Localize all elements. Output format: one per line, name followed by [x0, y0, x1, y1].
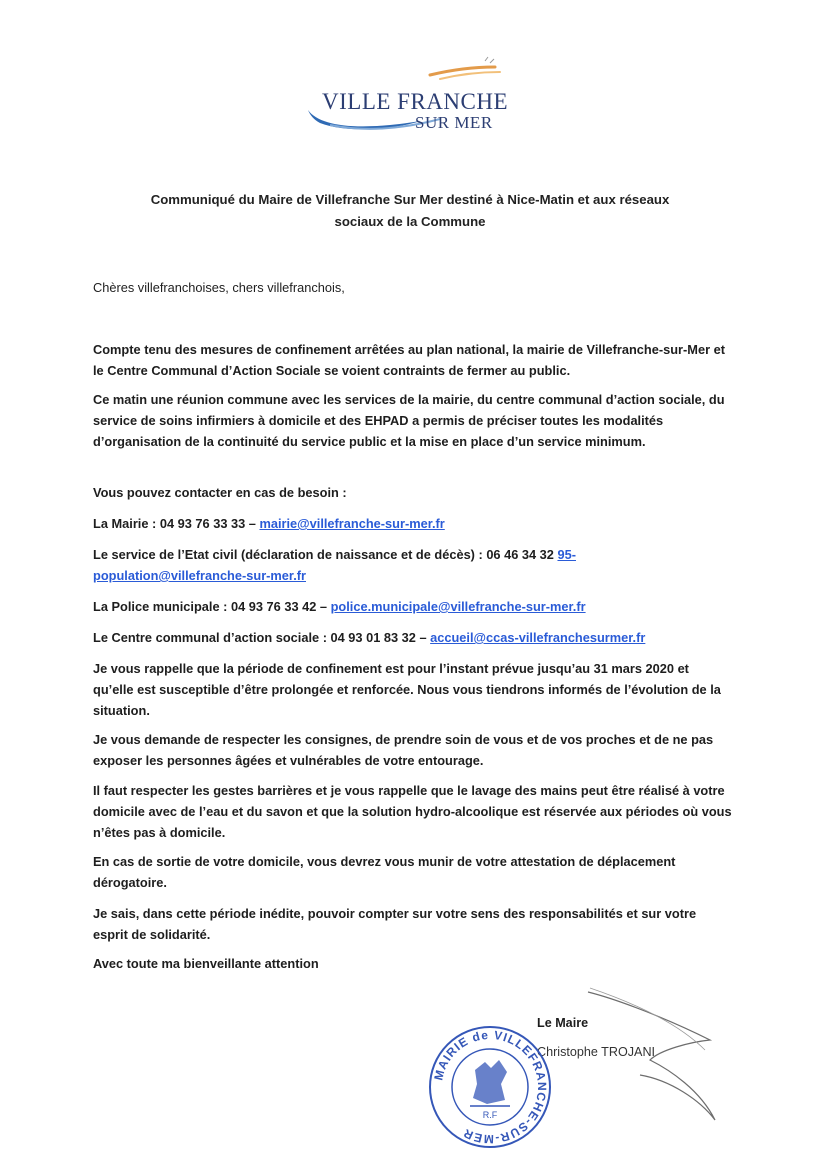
paragraph-confinement: Je vous rappelle que la période de confinement est pour l’instant prévue jusqu’au 31 mars 2020 et qu’elle est susceptible d’être prolongée et renforcée. Nous vous tiendrons informés de l’évolution de la situation. — [93, 661, 721, 718]
signature-title: Le Maire — [537, 1016, 589, 1030]
paragraph-closure: Compte tenu des mesures de confinement arrêtées au plan national, la mairie de Villefranche-sur-Mer et le Centre Communal d’Action Sociale se voient contraints de fermer au public. — [93, 342, 725, 378]
contact-etat-civil — [93, 544, 733, 586]
town-logo — [290, 55, 530, 145]
contact-mairie — [93, 513, 733, 534]
official-stamp — [425, 1022, 555, 1152]
etat-civil-email-link-part2[interactable]: population@villefranche-sur-mer.fr — [93, 568, 306, 583]
closing-line: Avec toute ma bienveillante attention — [93, 956, 319, 971]
title-line-1: Communiqué du Maire de Villefranche Sur Mer destiné à Nice-Matin et aux réseaux — [150, 192, 670, 207]
logo-line-2: SUR MER — [415, 113, 493, 132]
paragraph-barrier-gestures: Il faut respecter les gestes barrières et je vous rappelle que le lavage des mains peut être réalisé à votre domicile avec de l’eau et du savon et que la solution hydro-alcoolique est réservée aux périodes où vous n’êtes pas à domicile. — [93, 783, 732, 840]
contact-ccas — [93, 627, 733, 648]
signature-name: Christophe TROJANI — [537, 1045, 656, 1059]
contact-etat-civil-label: Le service de l’Etat civil (déclaration de naissance et de décès) : 06 46 34 32 — [93, 547, 558, 562]
paragraph-solidarity: Je sais, dans cette période inédite, pouvoir compter sur votre sens des responsabilités et sur votre esprit de solidarité. — [93, 906, 697, 942]
title-line-2: sociaux de la Commune — [334, 214, 486, 229]
paragraph-meeting: Ce matin une réunion commune avec les services de la mairie, du centre communal d’action sociale, du service de soins infirmiers à domicile et des EHPAD a permis de préciser toutes les modalités d’organisation de la continuité du service public et la mise en place d’un service minimum. — [93, 392, 725, 449]
police-email-link[interactable]: police.municipale@villefranche-sur-mer.fr — [330, 599, 586, 614]
paragraph-contact-intro: Vous pouvez contacter en cas de besoin : — [93, 485, 347, 500]
paragraph-instructions: Je vous demande de respecter les consignes, de prendre soin de vous et de vos proches et de ne pas exposer les personnes âgées et vulnérables de votre entourage. — [93, 732, 714, 768]
contact-police — [93, 596, 733, 617]
document-title — [100, 189, 720, 233]
paragraph-attestation: En cas de sortie de votre domicile, vous devrez vous munir de votre attestation de déplacement dérogatoire. — [93, 854, 676, 890]
svg-text:MAIRIE de VILLEFRANCHE-SUR-MER: MAIRIE de VILLEFRANCHE-SUR-MER — [431, 1027, 550, 1147]
greeting: Chères villefranchoises, chers villefranchois, — [93, 280, 345, 295]
etat-civil-email-link-part1[interactable]: 95- — [557, 547, 576, 562]
mairie-email-link[interactable]: mairie@villefranche-sur-mer.fr — [259, 516, 445, 531]
contact-mairie-label: La Mairie : 04 93 76 33 33 – — [93, 516, 260, 531]
contact-ccas-label: Le Centre communal d’action sociale : 04 93 01 83 32 – — [93, 630, 431, 645]
svg-text:R.F: R.F — [482, 1110, 498, 1120]
logo-line-1: VILLE FRANCHE — [322, 89, 509, 114]
contact-police-label: La Police municipale : 04 93 76 33 42 – — [93, 599, 331, 614]
ccas-email-link[interactable]: accueil@ccas-villefranchesurmer.fr — [430, 630, 646, 645]
